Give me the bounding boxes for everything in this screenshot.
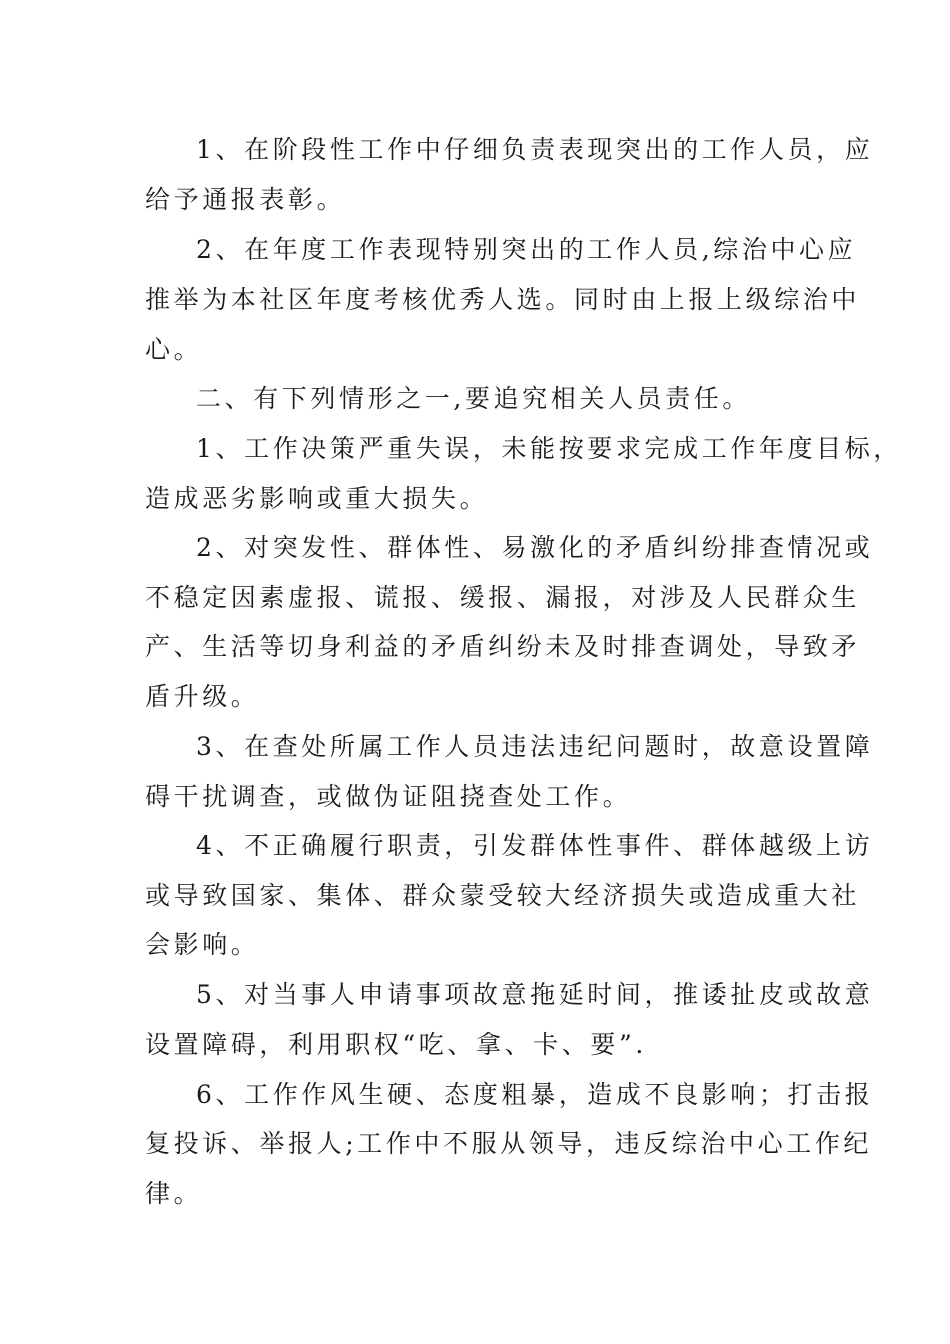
paragraph-line: 不稳定因素虚报、谎报、缓报、漏报，对涉及人民群众生 (145, 583, 861, 612)
paragraph-line: 1、工作决策严重失误，未能按要求完成工作年度目标， (196, 434, 902, 463)
paragraph-line: 造成恶劣影响或重大损失。 (145, 484, 489, 513)
paragraph-line: 或导致国家、集体、群众蒙受较大经济损失或造成重大社 (145, 881, 861, 910)
paragraph-line: 碍干扰调查，或做伪证阻挠查处工作。 (145, 782, 632, 811)
paragraph-line: 给予通报表彰。 (145, 185, 346, 214)
paragraph-line: 3、在查处所属工作人员违法违纪问题时，故意设置障 (196, 732, 874, 761)
paragraph-line: 2、对突发性、群体性、易激化的矛盾纠纷排查情况或 (196, 533, 874, 562)
paragraph-line: 心。 (145, 335, 203, 364)
paragraph-line: 律。 (145, 1179, 203, 1208)
paragraph-line: 设置障碍，利用职权“吃、拿、卡、要”. (145, 1030, 647, 1059)
paragraph-line: 复投诉、举报人;工作中不服从领导，违反综治中心工作纪 (145, 1129, 873, 1158)
paragraph-line: 会影响。 (145, 930, 260, 959)
paragraph-line: 盾升级。 (145, 682, 260, 711)
section-heading: 二、有下列情形之一,要追究相关人员责任。 (196, 384, 751, 413)
paragraph-line: 6、工作作风生硬、态度粗暴，造成不良影响；打击报 (196, 1080, 874, 1109)
paragraph-line: 5、对当事人申请事项故意拖延时间，推诿扯皮或故意 (196, 980, 874, 1009)
paragraph-line: 4、不正确履行职责，引发群体性事件、群体越级上访 (196, 831, 874, 860)
paragraph-line: 推举为本社区年度考核优秀人选。同时由上报上级综治中 (145, 285, 861, 314)
paragraph-line: 产、生活等切身利益的矛盾纠纷未及时排查调处，导致矛 (145, 632, 861, 661)
paragraph-line: 2、在年度工作表现特别突出的工作人员,综治中心应 (196, 235, 857, 264)
paragraph-line: 1、在阶段性工作中仔细负责表现突出的工作人员，应 (196, 135, 874, 164)
